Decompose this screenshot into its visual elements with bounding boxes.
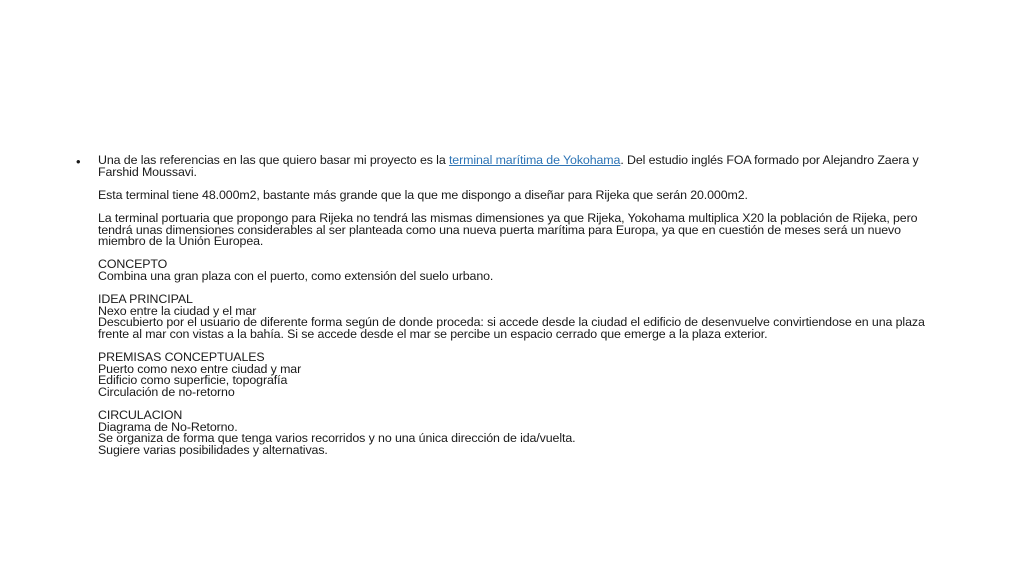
rijeka-note-paragraph: La terminal portuaria que propongo para Rijeka no tendrá las mismas dimensiones ya que Rijeka, Yokohama multiplica X20 la población de Rijeka, pero tendrá unas dimensiones considerables al ser planteada como una nueva puerta marítima para Europa, ya que en cuestión de meses será un nuevo miembro de la Unión Europea. <box>98 210 918 249</box>
bullet-content <box>98 155 946 456</box>
premisas-section <box>98 352 946 398</box>
yokohama-terminal-link[interactable]: terminal marítima de Yokohama <box>448 153 621 167</box>
premisas-heading: PREMISAS CONCEPTUALES <box>98 350 265 365</box>
intro-paragraph <box>98 155 946 178</box>
circulacion-line: Se organiza de forma que tenga varios recorridos y no una única dirección de ida/vuelta. <box>98 431 576 446</box>
idea-principal-heading: IDEA PRINCIPAL <box>98 292 193 307</box>
premisas-line: Edificio como superficie, topografía <box>98 373 288 388</box>
concepto-line: Combina una gran plaza con el puerto, como extensión del suelo urbano. <box>98 268 494 283</box>
circulacion-line: Diagrama de No-Retorno. <box>98 419 238 434</box>
idea-principal-section <box>98 294 946 340</box>
intro-text-after-link: . Del estudio inglés FOA formado por Alejandro Zaera y Farshid Moussavi. <box>98 153 919 179</box>
circulacion-heading: CIRCULACION <box>98 408 183 423</box>
bullet-dot-icon: • <box>76 154 81 169</box>
concepto-section <box>98 259 946 282</box>
idea-principal-line: Descubierto por el usuario de diferente forma según de donde proceda: si accede desde la ciudad el edificio de desenvuelve convirtiendose en una plaza frente al mar con vistas a la bahía. Si se accede desde el mar se percibe un espacio cerrado que emerge a la plaza exterior. <box>98 315 925 341</box>
idea-principal-line: Nexo entre la ciudad y el mar <box>98 303 257 318</box>
circulacion-section <box>98 410 946 456</box>
size-note-paragraph: Esta terminal tiene 48.000m2, bastante más grande que la que me dispongo a diseñar para Rijeka que serán 20.000m2. <box>98 187 748 202</box>
premisas-line: Puerto como nexo entre ciudad y mar <box>98 361 302 376</box>
bullet-item <box>76 155 946 456</box>
premisas-line: Circulación de no-retorno <box>98 384 235 399</box>
circulacion-line: Sugiere varias posibilidades y alternativas. <box>98 442 328 457</box>
concepto-heading: CONCEPTO <box>98 257 168 272</box>
intro-text-before-link: Una de las referencias en las que quiero basar mi proyecto es la <box>98 153 449 167</box>
